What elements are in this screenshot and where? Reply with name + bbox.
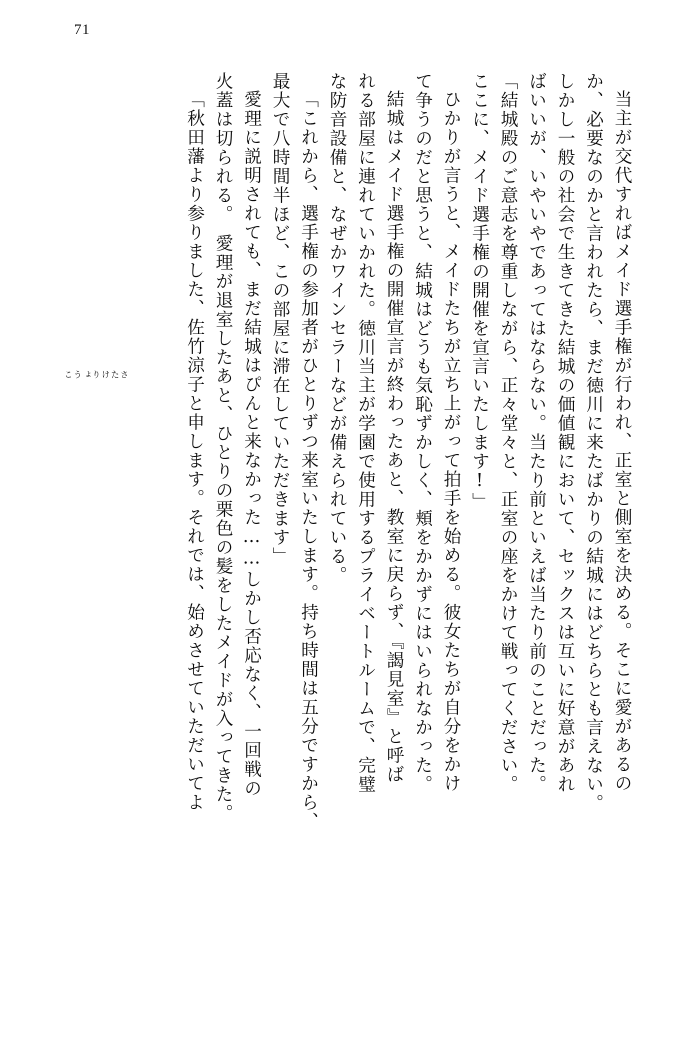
text-column: 「秋田藩より参りました、佐竹涼子と申します。それでは、始めさせていただいてよ	[184, 90, 205, 812]
text-column: 「結城殿のご意志を尊重しながら、正々堂々と、正室の座をかけて戦ってください。	[498, 72, 518, 794]
text-column: 愛理に説明されても、まだ結城はぴんと来なかった……しかし否応なく、一回戦の	[241, 90, 262, 798]
text-column: しかし一般の社会で生きてきた結城の価値観において、セックスは互いに好意があれ	[555, 72, 575, 794]
vertical-text-body	[40, 72, 636, 1002]
text-column: か、必要なのかと言われたら、まだ徳川に来たばかりの結城にはどちらとも言えない。	[583, 72, 604, 813]
ruby-reading-satake-ryouko: さ たけ りょう こ	[62, 370, 129, 379]
text-column: 「これから、選手権の参加者がひとりずつ来室いたします。持ち時間は五分ですから、	[298, 90, 319, 831]
text-column: ひかりが言うと、メイドたちが立ち上がって拍手を始める。彼女たちが自分をかけ	[441, 90, 461, 793]
text-column: 火蓋は切られる。 愛理が退室したあと、ひとりの栗色の髪をしたメイドが入ってきた。	[213, 72, 233, 824]
page-number: 71	[74, 22, 90, 38]
text-column: ここに、メイド選手権の開催を宣言いたします!」	[469, 72, 490, 512]
text-column: ばいいが、いやいやであってはならない。当たり前といえば当たり前のことだった。	[526, 72, 547, 794]
text-column: れる部屋に連れていかれた。徳川当主が学園で使用するプライベートルームで、完璧	[355, 72, 376, 794]
text-column: 最大で八時間半ほど、この部屋に滞在していただきます」	[270, 72, 290, 566]
text-column: な防音設備と、なぜかワインセラーなどが備えられている。	[327, 72, 347, 585]
text-column: 当主が交代すればメイド選手権が行われ、正室と側室を決める。そこに愛があるの	[612, 90, 632, 793]
text-column: 結城はメイド選手権の開催宣言が終わったあと、教室に戻らず、『謁見室』と呼ば	[384, 90, 404, 785]
text-column: て争うのだと思うと、結城はどうも気恥ずかしく、頬をかかずにはいられなかった。	[412, 72, 433, 794]
